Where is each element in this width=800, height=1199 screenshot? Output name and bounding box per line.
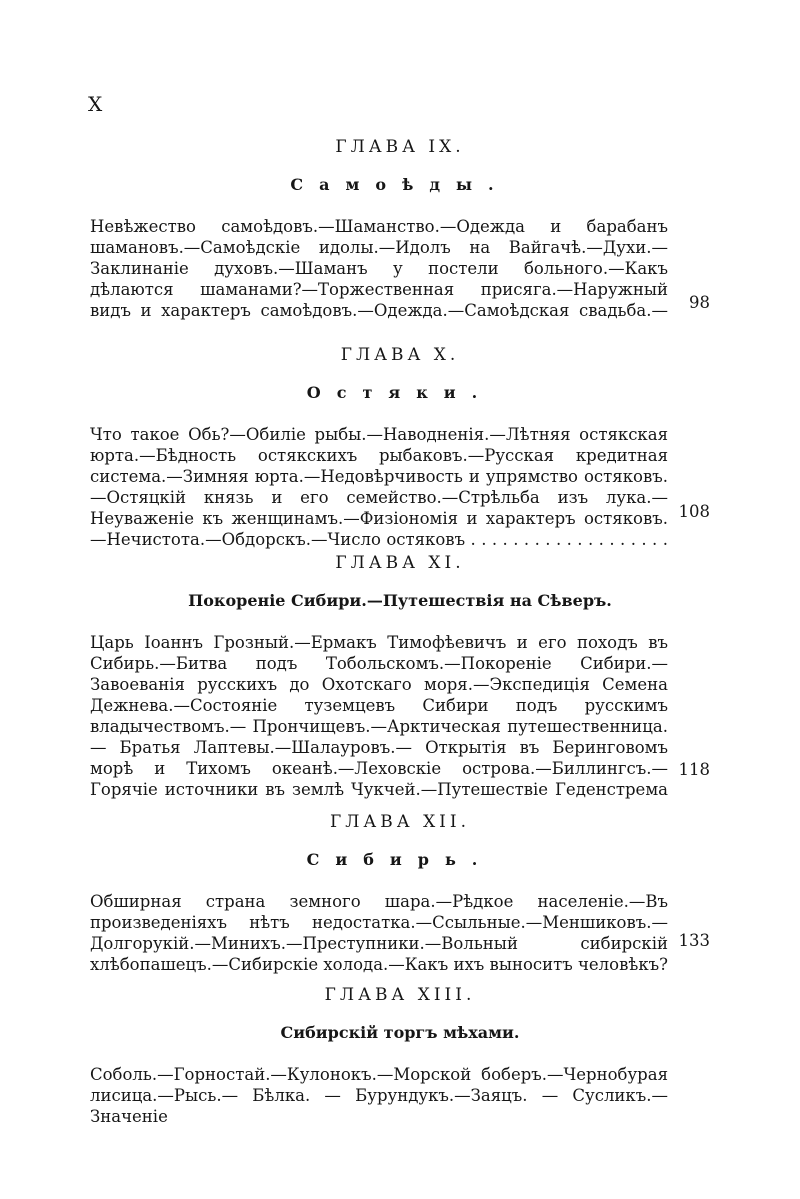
chapter-summary: Царь Іоаннъ Грозный.—Ермакъ Тимофѣевичъ и его походъ въ Сибирь.—Битва подъ Тобольскомъ.—Покореніе Сибири.—Завоеванія русскихъ до Охотскаго моря.—Экспедиція Семена Дежнева.—Состояніе туземцевъ Сибири подъ русскимъ владычествомъ.— Прончищевъ.—Арктическая путешественница.— Братья Лаптевы.—Шалауровъ.— Открытія въ Беринговомъ морѣ и Тихомъ океанѣ.—Леховскіе острова.—Биллингсъ.—Горячіе источники въ землѣ Чукчей.—Путешествіе Геденстрема	[90, 633, 668, 799]
chapter-summary: Что такое Обь?—Обиліе рыбы.—Наводненія.—Лѣтняя остякская юрта.—Бѣдность остякскихъ рыбаковъ.—Русская кредитная система.—Зимняя юрта.—Недовѣрчивость и упрямство остяковъ.—Остяцкій князь и его семейство.—Стрѣльба изъ лука.—Неуваженіе къ женщинамъ.—Физіономія и характеръ остяковъ.—Нечистота.—Обдорскъ.—Число остяковъ . . . . . . . . . . . . . . . . . . .	[90, 425, 668, 549]
chapter-summary: Обширная страна земного шара.—Рѣдкое населеніе.—Въ произведеніяхъ нѣтъ недостатка.—Ссыльные.—Меншиковъ.—Долгорукій.—Минихъ.—Преступники.—Вольный сибирскій хлѣбопашецъ.—Сибирскіе холода.—Какъ ихъ выноситъ человѣкъ?	[90, 892, 668, 974]
chapter-summary: Соболь.—Горностай.—Кулонокъ.—Морской боберъ.—Чернобурая лисица.—Рысь.— Бѣлка. — Бурундукъ.—Заяцъ. — Сусликъ.—Значеніе	[90, 1065, 668, 1126]
chapter-subtitle: Сибирскій торгъ мѣхами.	[280, 1023, 520, 1042]
chapter-xiii	[90, 985, 710, 1127]
chapter-title: ГЛАВА XIII.	[324, 985, 476, 1005]
chapter-summary: Невѣжество самоѣдовъ.—Шаманство.—Одежда и барабанъ шамановъ.—Самоѣдскіе идолы.—Идолъ на Вайгачѣ.—Духи.—Заклинаніе духовъ.—Шаманъ у постели больного.—Какъ дѣлаются шаманами?—Торжественная присяга.—Наружный видъ и характеръ самоѣдовъ.—Одежда.—Самоѣдская свадьба.—	[90, 217, 668, 320]
chapter-xii	[90, 812, 710, 975]
page-reference: 108	[678, 502, 710, 521]
page-reference: 118	[678, 760, 710, 779]
chapter-xi	[90, 553, 710, 800]
chapter-title: ГЛАВА X.	[340, 345, 460, 365]
chapter-ix	[90, 137, 710, 321]
chapter-subtitle: Остяки.	[306, 383, 494, 402]
page-reference: 133	[678, 931, 710, 950]
chapter-title: ГЛАВА XII.	[329, 812, 471, 832]
chapter-subtitle: Сибирь.	[306, 850, 494, 869]
chapter-title: ГЛАВА XI.	[335, 553, 465, 573]
page-number: X	[88, 92, 103, 116]
chapter-x	[90, 345, 710, 550]
chapter-subtitle: Покореніе Сибири.—Путешествія на Сѣверъ.	[188, 591, 612, 610]
chapter-title: ГЛАВА IX.	[335, 137, 465, 157]
chapter-subtitle: Самоѣды.	[290, 175, 510, 194]
page-reference: 98	[689, 293, 710, 312]
